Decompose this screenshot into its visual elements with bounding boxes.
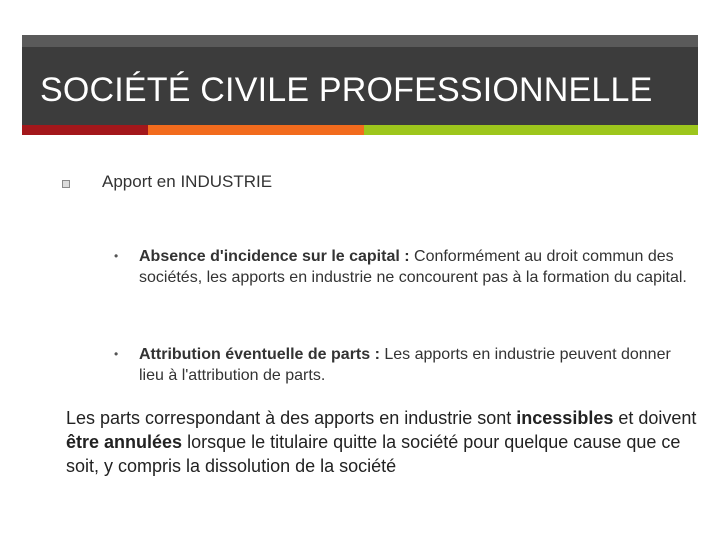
stripe-orange [148,125,364,135]
sub-bullet-body [139,246,694,288]
slide-title: SOCIÉTÉ CIVILE PROFESSIONNELLE [40,71,653,109]
paragraph-emphasis: être annulées [66,432,183,452]
title-top-line [22,35,698,47]
sub-bullet-parts [114,344,694,386]
sub-bullet-text: Les apports en industrie peuvent donner lieu à l'attribution de parts. [139,346,671,384]
heading-prefix: Apport en [102,172,181,191]
conclusion-paragraph [66,406,706,478]
color-stripe [22,125,698,135]
stripe-red [22,125,148,135]
paragraph-text: et doivent [613,408,697,428]
heading-bullet-text [102,172,272,192]
stripe-green [364,125,698,135]
sub-bullet-body [139,344,694,386]
title-bar [22,35,698,125]
square-bullet-icon [62,180,70,188]
dot-bullet-icon: • [114,249,119,263]
paragraph-text: Les parts correspondant à des apports en industrie sont [66,408,517,428]
sub-bullet-title: Absence d'incidence sur le capital : [139,248,410,265]
sub-bullet-title: Attribution éventuelle de parts : [139,346,380,363]
dot-bullet-icon: • [114,347,119,361]
heading-emphasis: INDUSTRIE [180,172,273,191]
paragraph-text: lorsque le titulaire quitte la société pour quelque cause que ce soit, y compris la dissolution de la société [66,432,681,476]
paragraph-emphasis: incessibles [516,408,614,428]
sub-bullet-capital [114,246,694,288]
sub-bullet-text: Conformément au droit commun des sociétés, les apports en industrie ne concourent pas à la formation du capital. [139,248,687,286]
